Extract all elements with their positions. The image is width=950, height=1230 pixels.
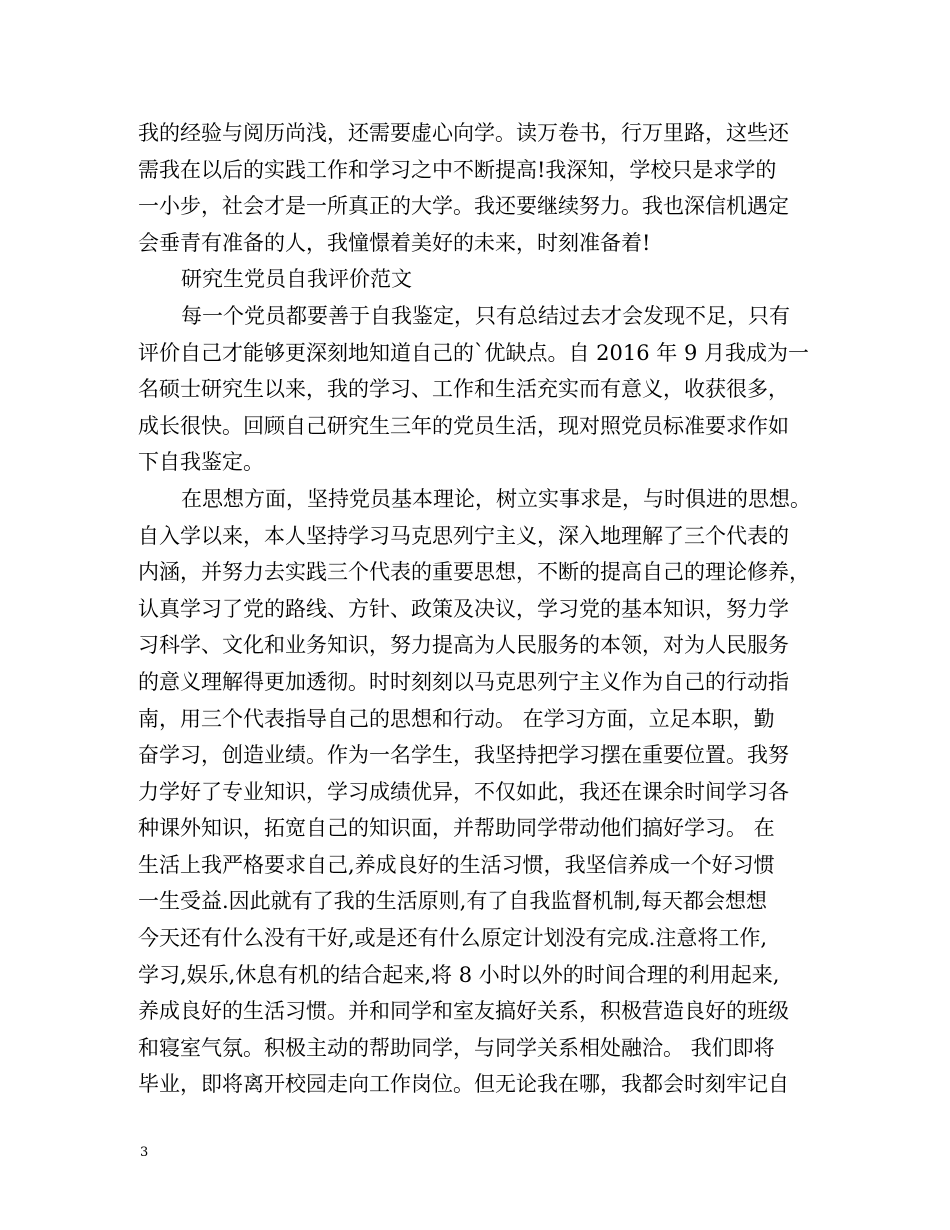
text-line: 毕业，即将离开校园走向工作岗位。但无论我在哪，我都会时刻牢记自 bbox=[138, 1072, 789, 1097]
section-heading: 研究生党员自我评价范文 bbox=[181, 267, 412, 292]
text-line: 需我在以后的实践工作和学习之中不断提高!我深知，学校只是求学的 bbox=[138, 157, 777, 182]
text-line: 和寝室气氛。积极主动的帮助同学，与同学关系相处融洽。 我们即将 bbox=[138, 1035, 775, 1060]
text-line: 成长很快。回顾自己研究生三年的党员生活，现对照党员标准要求作如 bbox=[138, 413, 789, 438]
text-line: 评价自己才能够更深刻地知道自己的`优缺点。自 2016 年 9 月我成为一 bbox=[138, 340, 810, 365]
text-line: 自入学以来，本人坚持学习马克思列宁主义，深入地理解了三个代表的 bbox=[138, 523, 789, 548]
text-line: 的意义理解得更加透彻。时时刻刻以马克思列宁主义作为自己的行动指 bbox=[138, 669, 789, 694]
text-line: 今天还有什么没有干好,或是还有什么原定计划没有完成.注意将工作, bbox=[138, 926, 768, 951]
text-line: 下自我鉴定。 bbox=[138, 450, 264, 475]
page-number: 3 bbox=[140, 1145, 149, 1160]
body-text bbox=[138, 115, 828, 1103]
text-line: 养成良好的生活习惯。并和同学和室友搞好关系，积极营造良好的班级 bbox=[138, 999, 789, 1024]
text-line: 我的经验与阅历尚浅，还需要虚心向学。读万卷书，行万里路，这些还 bbox=[138, 121, 789, 145]
text-line: 种课外知识，拓宽自己的知识面，并帮助同学带动他们搞好学习。 在 bbox=[138, 816, 775, 841]
text-line: 南，用三个代表指导自己的思想和行动。 在学习方面，立足本职，勤 bbox=[138, 706, 775, 731]
text-line: 内涵，并努力去实践三个代表的重要思想，不断的提高自己的理论修养， bbox=[138, 560, 810, 585]
text-line: 生活上我严格要求自己,养成良好的生活习惯，我坚信养成一个好习惯 bbox=[138, 852, 775, 877]
text-line: 认真学习了党的路线、方针、政策及决议，学习党的基本知识，努力学 bbox=[138, 596, 789, 621]
text-line: 会垂青有准备的人，我憧憬着美好的未来，时刻准备着! bbox=[138, 230, 651, 255]
text-line: 一生受益.因此就有了我的生活原则,有了自我监督机制,每天都会想想 bbox=[138, 889, 768, 914]
text-line: 在思想方面，坚持党员基本理论，树立实事求是，与时俱进的思想。 bbox=[181, 486, 811, 511]
text-line: 奋学习，创造业绩。作为一名学生，我坚持把学习摆在重要位置。我努 bbox=[138, 743, 789, 768]
text-line: 每一个党员都要善于自我鉴定，只有总结过去才会发现不足，只有 bbox=[181, 303, 790, 328]
text-line: 习科学、文化和业务知识，努力提高为人民服务的本领，对为人民服务 bbox=[138, 633, 789, 658]
text-line: 学习,娱乐,休息有机的结合起来,将 8 小时以外的时间合理的利用起来, bbox=[138, 962, 780, 987]
text-line: 名硕士研究生以来，我的学习、工作和生活充实而有意义，收获很多， bbox=[138, 377, 789, 402]
text-line: 一小步，社会才是一所真正的大学。我还要继续努力。我也深信机遇定 bbox=[138, 194, 789, 219]
text-line: 力学好了专业知识，学习成绩优异，不仅如此，我还在课余时间学习各 bbox=[138, 779, 789, 804]
